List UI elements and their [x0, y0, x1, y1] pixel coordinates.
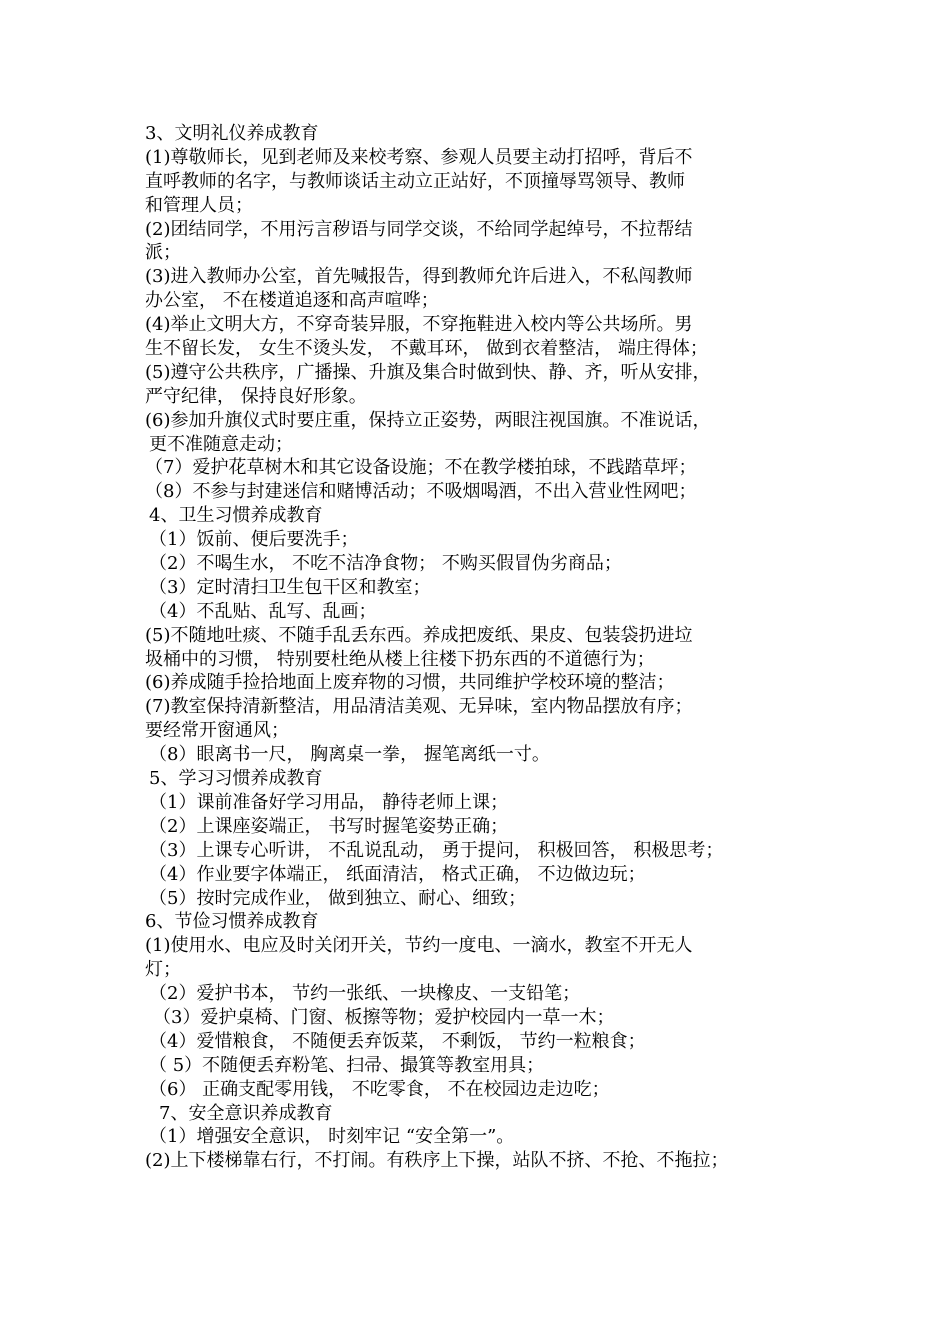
text-line: （4）爱惜粮食， 不随便丢弃饭菜， 不剩饭， 节约一粒粮食； [149, 1030, 646, 1052]
text-line: (6)参加升旗仪式时要庄重，保持立正姿势，两眼注视国旗。不准说话， [145, 409, 711, 431]
text-line: （3）爱护桌椅、门窗、板擦等物；爱护校园内一草一木； [153, 1006, 615, 1028]
text-line: 5、学习习惯养成教育 [149, 768, 323, 790]
text-line: （3）上课专心听讲， 不乱说乱动， 勇于提问， 积极回答， 积极思考； [149, 839, 724, 861]
text-line: (3)进入教师办公室，首先喊报告，得到教师允许后进入，不私闯教师 [145, 266, 693, 288]
text-line: （1）增强安全意识， 时刻牢记 “安全第一”。 [149, 1126, 515, 1148]
text-line: (5)不随地吐痰、不随手乱丢东西。养成把废纸、果皮、包装袋扔进垃 [145, 624, 693, 646]
text-line: （ 5）不随便丢弃粉笔、扫帚、撮箕等教室用具； [149, 1054, 545, 1076]
text-line: 严守纪律， 保持良好形象。 [145, 385, 367, 407]
text-line: (4)举止文明大方，不穿奇装异服，不穿拖鞋进入校内等公共场所。男 [145, 314, 693, 336]
text-line: (1)使用水、电应及时关闭开关，节约一度电、一滴水，教室不开无人 [145, 935, 693, 957]
text-line: (2)上下楼梯靠右行，不打闹。有秩序上下操，站队不挤、不抢、不拖拉； [145, 1150, 729, 1172]
text-line: （4）作业要字体端正， 纸面清洁， 格式正确， 不边做边玩； [149, 863, 646, 885]
text-line: 更不准随意走动； [149, 433, 293, 455]
text-line: （6） 正确支配零用钱， 不吃零食， 不在校园边走边吃； [149, 1078, 610, 1100]
text-line: （5）按时完成作业， 做到独立、耐心、细致； [149, 887, 527, 909]
text-line: 6、节俭习惯养成教育 [145, 911, 319, 933]
text-line: 要经常开窗通风； [145, 720, 289, 742]
text-line: (5)遵守公共秩序，广播操、升旗及集合时做到快、静、齐，听从安排， [145, 361, 711, 383]
text-line: 7、安全意识养成教育 [159, 1102, 333, 1124]
text-line: 直呼教师的名字，与教师谈话主动立正站好，不顶撞辱骂领导、教师 [145, 170, 685, 192]
text-line: （2）爱护书本， 节约一张纸、一块橡皮、一支铅笔； [149, 983, 581, 1005]
text-line: （7）爱护花草树木和其它设备设施；不在教学楼拍球，不践踏草坪； [145, 457, 697, 479]
text-line: 灯； [145, 959, 181, 981]
text-line: 办公室， 不在楼道追逐和高声喧哗； [145, 290, 439, 312]
text-line: (6)养成随手捡拾地面上废弃物的习惯，共同维护学校环境的整洁； [145, 672, 675, 694]
text-line: 3、文明礼仪养成教育 [145, 123, 319, 144]
document-body [145, 122, 817, 1173]
text-line: （8）眼离书一尺， 胸离桌一拳， 握笔离纸一寸。 [149, 744, 550, 766]
text-line: （8）不参与封建迷信和赌博活动；不吸烟喝酒，不出入营业性网吧； [145, 481, 697, 503]
text-line: （3）定时清扫卫生包干区和教室； [149, 576, 431, 598]
text-line: 圾桶中的习惯， 特别要杜绝从楼上往楼下扔东西的不道德行为； [145, 648, 655, 670]
text-line: 生不留长发， 女生不烫头发， 不戴耳环， 做到衣着整洁， 端庄得体； [145, 338, 708, 360]
text-line: (1)尊敬师长，见到老师及来校考察、参观人员要主动打招呼，背后不 [145, 146, 693, 168]
text-line: (7)教室保持清新整洁，用品清洁美观、无异味，室内物品摆放有序； [145, 696, 693, 718]
text-line: （4）不乱贴、乱写、乱画； [149, 600, 377, 622]
text-line: 派； [145, 242, 181, 264]
text-line: 4、卫生习惯养成教育 [149, 505, 323, 527]
text-line: （2）上课座姿端正， 书写时握笔姿势正确； [149, 815, 509, 837]
text-line: （1）课前准备好学习用品， 静待老师上课； [149, 791, 509, 813]
text-line: 和管理人员； [145, 194, 253, 216]
text-line: （2）不喝生水， 不吃不洁净食物； 不购买假冒伪劣商品； [149, 553, 622, 575]
text-line: （1）饭前、便后要洗手； [149, 529, 359, 551]
text-line: (2)团结同学，不用污言秽语与同学交谈，不给同学起绰号，不拉帮结 [145, 218, 693, 240]
